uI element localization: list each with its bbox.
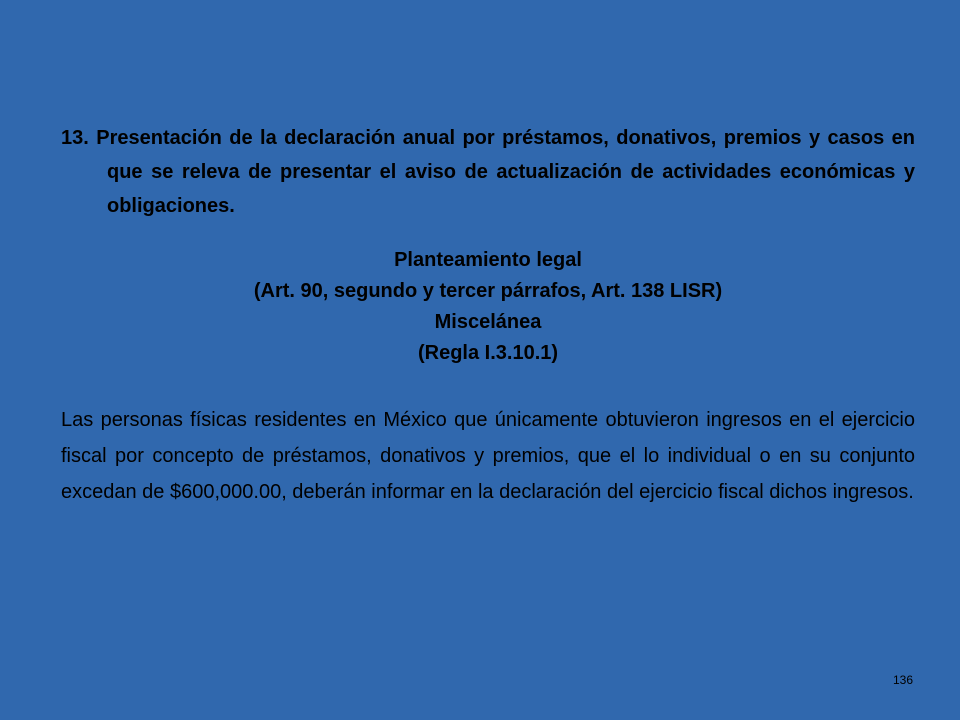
body-paragraph: Las personas físicas residentes en México que únicamente obtuvieron ingresos en el ejercicio fiscal por concepto de préstamos, donativos y premios, que el lo individual o en su conjunto excedan de $600,000.00, deberán informar en la declaración del ejercicio fiscal dichos ingresos. — [61, 409, 915, 503]
miscellany-rule: (Regla I.3.10.1) — [417, 342, 559, 364]
page-number: 136 — [893, 673, 914, 687]
legal-basis-block — [61, 245, 915, 369]
miscellany-title: Miscelánea — [434, 311, 542, 333]
legal-basis-articles: (Art. 90, segundo y tercer párrafos, Art. 138 LISR) — [253, 280, 723, 302]
section-heading: 13. Presentación de la declaración anual por préstamos, donativos, premios y casos en que se releva de presentar el aviso de actualización de actividades económicas y obligaciones. — [61, 127, 915, 217]
legal-basis-title: Planteamiento legal — [394, 249, 582, 271]
